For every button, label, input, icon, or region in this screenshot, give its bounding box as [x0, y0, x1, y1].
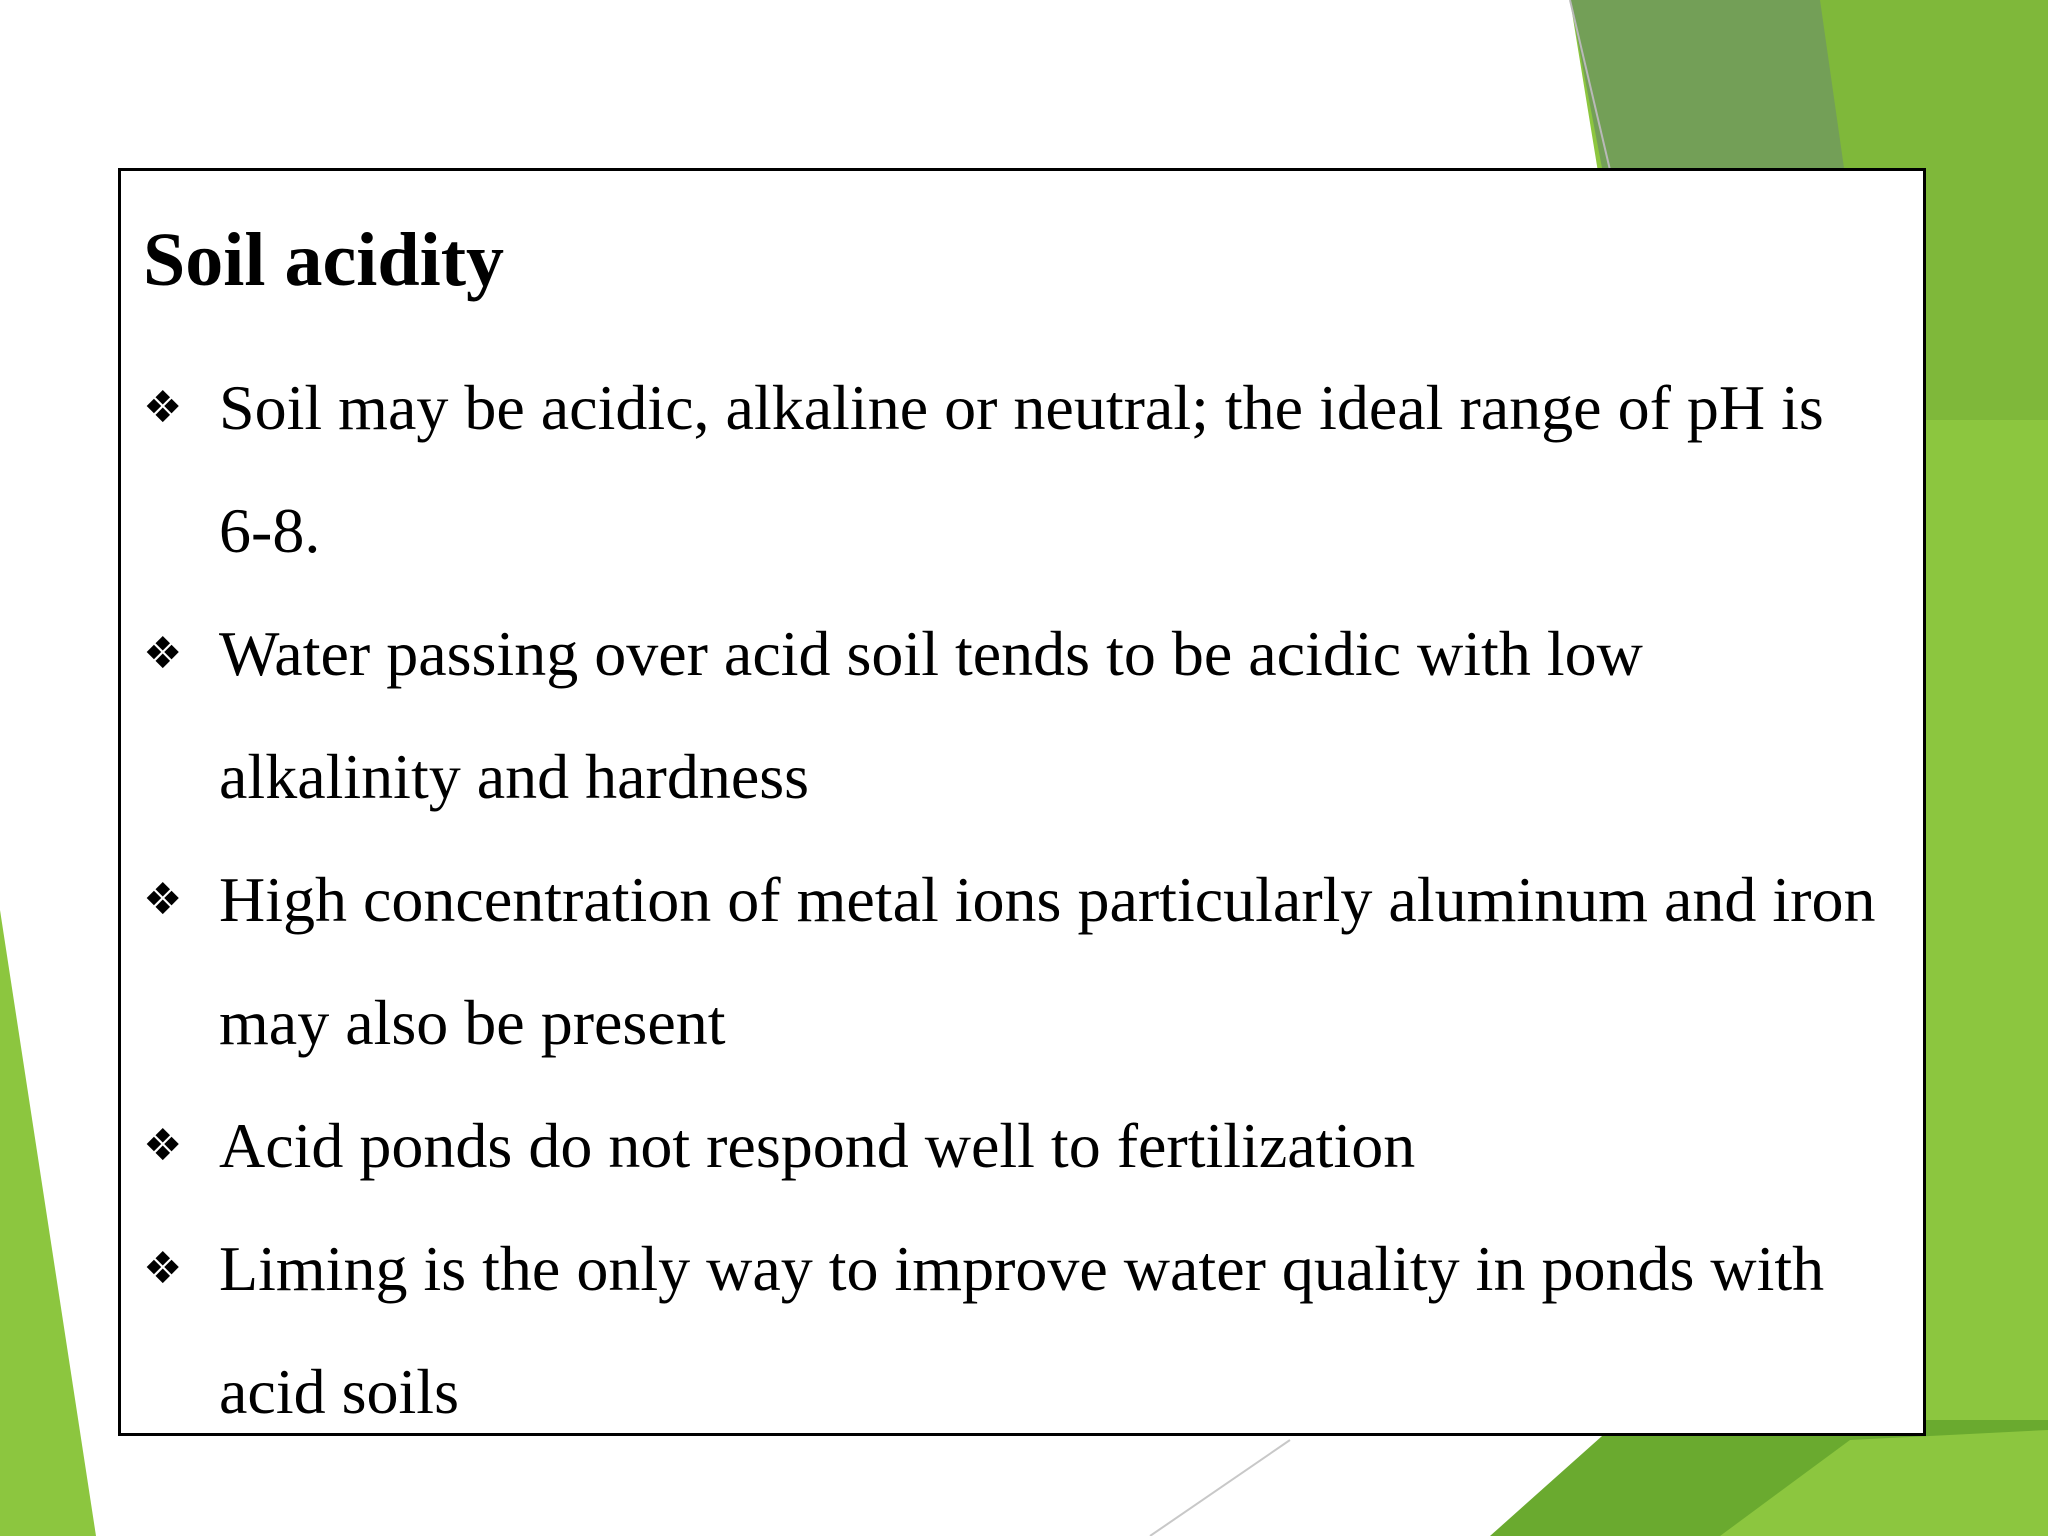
content-box — [118, 168, 1926, 1436]
bullet-text: Water passing over acid soil tends to be acidic with low alkalinity and hardness — [219, 618, 1643, 812]
bullet-item — [121, 1084, 1921, 1207]
bullet-text: Soil may be acidic, alkaline or neutral; the ideal range of pH is 6-8. — [219, 372, 1824, 566]
bullet-text: Acid ponds do not respond well to fertilization — [219, 1110, 1416, 1181]
bullet-item — [121, 346, 1921, 592]
left-accent — [0, 910, 96, 1536]
diamond-cluster-icon: ❖ — [143, 628, 183, 679]
diamond-cluster-icon: ❖ — [143, 382, 183, 433]
diamond-cluster-icon: ❖ — [143, 1120, 183, 1171]
diamond-cluster-icon: ❖ — [143, 874, 183, 925]
bottom-accent-line — [1150, 1440, 1290, 1536]
bullet-item — [121, 1207, 1921, 1453]
bullet-list — [121, 346, 1921, 1453]
bullet-text: High concentration of metal ions particularly aluminum and iron may also be present — [219, 864, 1876, 1058]
bullet-text: Liming is the only way to improve water quality in ponds with acid soils — [219, 1233, 1825, 1427]
bullet-item — [121, 838, 1921, 1084]
diamond-cluster-icon: ❖ — [143, 1243, 183, 1294]
slide-title: Soil acidity — [143, 218, 505, 302]
bullet-item — [121, 592, 1921, 838]
